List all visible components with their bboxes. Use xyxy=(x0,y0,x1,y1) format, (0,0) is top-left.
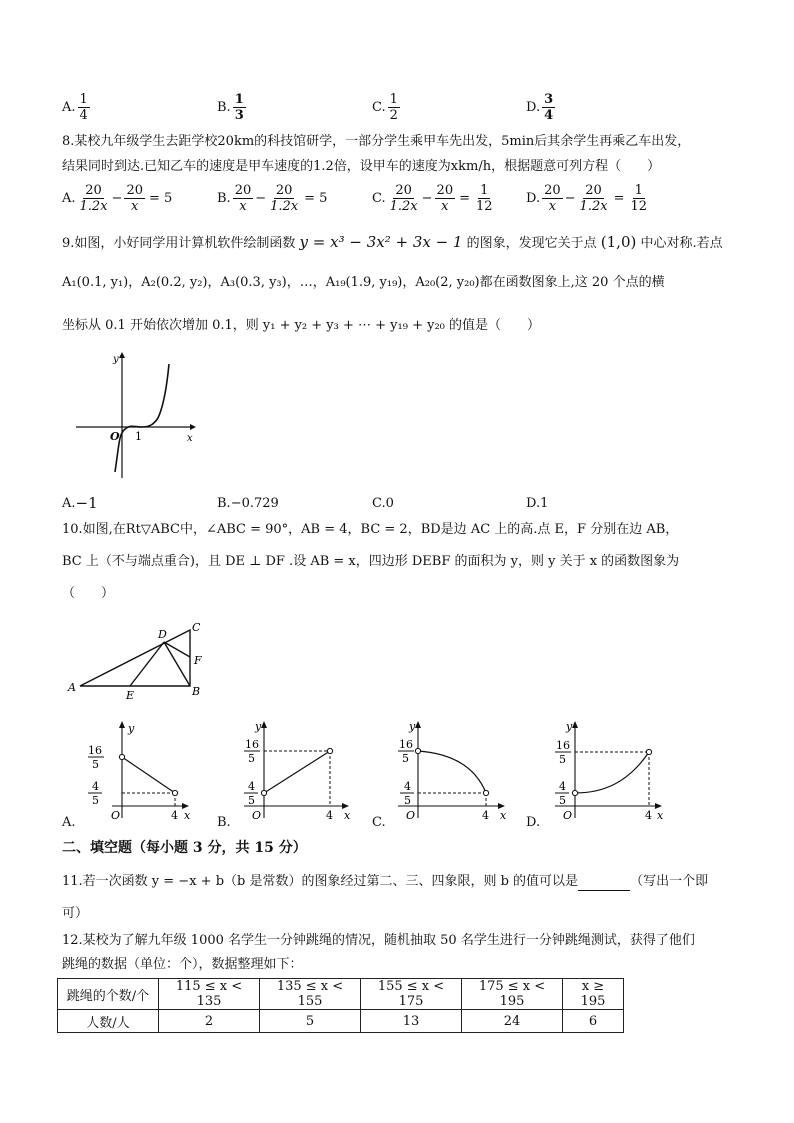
option-label: B. xyxy=(217,496,231,511)
x-tick-1: 1 xyxy=(135,430,142,443)
numerator: 1 xyxy=(634,183,643,198)
option-value: −0.729 xyxy=(230,496,279,511)
denominator: x xyxy=(239,199,247,214)
denominator: x xyxy=(548,199,557,214)
origin-label: O xyxy=(111,809,121,822)
option-label: D. xyxy=(526,191,541,206)
option-label: A. xyxy=(62,495,76,511)
fraction xyxy=(578,183,610,214)
option-value: 0 xyxy=(385,496,394,511)
point-c-label: C xyxy=(192,621,201,634)
q9-option-b xyxy=(217,496,279,511)
minus-sign: − xyxy=(111,191,123,206)
point-b-label: B xyxy=(192,685,201,698)
y-axis-label: y xyxy=(128,722,135,735)
table-cell: 24 xyxy=(462,1010,563,1033)
q10-option-a-label: A. xyxy=(62,815,76,830)
option-label: C. xyxy=(372,191,386,206)
triangle-figure xyxy=(64,620,214,700)
table-cell: 5 xyxy=(260,1010,361,1033)
rhs: = 5 xyxy=(149,191,173,206)
numerator: 1 xyxy=(79,92,88,107)
table-header-cell: 135 ≤ x < 155 xyxy=(260,979,361,1010)
x-axis-label: x xyxy=(187,433,193,444)
y-axis-label: y xyxy=(409,720,416,733)
q10-graph-b xyxy=(240,718,355,828)
y-top-denominator: 5 xyxy=(559,753,566,766)
origin-label: O xyxy=(406,809,416,822)
point-f-label: F xyxy=(194,654,202,667)
y-bot-numerator: 4 xyxy=(92,780,99,793)
numerator: 1 xyxy=(389,92,398,107)
minus-sign: − xyxy=(564,191,576,206)
q9-option-c xyxy=(372,496,394,511)
q7-option-c xyxy=(372,92,402,123)
x-axis-label: x xyxy=(657,809,664,822)
x-axis-label: x xyxy=(344,809,351,822)
y-bot-numerator: 4 xyxy=(248,780,255,793)
q11-text-line2: 可） xyxy=(62,906,89,921)
numerator: 20 xyxy=(275,183,293,198)
fraction xyxy=(233,92,246,123)
numerator: 20 xyxy=(544,183,561,198)
option-label: C. xyxy=(372,496,386,511)
y-top-denominator: 5 xyxy=(402,752,409,765)
denominator: 1.2x xyxy=(389,199,418,214)
q9-mid: 的图象，发现它关于点 xyxy=(466,236,597,251)
y-top-denominator: 5 xyxy=(92,758,99,771)
denominator: 3 xyxy=(234,108,244,123)
x-tick-4: 4 xyxy=(326,809,333,822)
table-header-row xyxy=(58,979,624,1010)
fraction xyxy=(233,183,254,214)
x-axis-label: x xyxy=(500,809,507,822)
option-label: D. xyxy=(526,100,541,115)
symmetry-point: (1,0) xyxy=(600,233,637,251)
numerator: 20 xyxy=(126,183,143,198)
option-label: C. xyxy=(372,100,386,115)
option-label: A. xyxy=(62,100,76,115)
q10-text-line1: 10.如图,在Rt▽ABC中，∠ABC = 90°，AB = 4，BC = 2，BD是边 AC 上的高.点 E，F 分别在边 AB， xyxy=(62,522,679,537)
q9-text-line3: 坐标从 0.1 开始依次增加 0.1，则 y₁ + y₂ + y₃ + ⋯ + y₁₉ + y₂₀ 的值是（ ） xyxy=(62,318,540,333)
point-e-label: E xyxy=(126,689,135,700)
q8-option-c: C. $\frac{20}{1.2x}$ − $\frac{20}{x}$ = $\frac{1}{12}$ xyxy=(372,183,493,214)
cubic-function-graph xyxy=(72,350,197,482)
fraction xyxy=(628,183,649,214)
y-bot-denominator: 5 xyxy=(559,794,566,807)
fraction xyxy=(435,183,456,214)
q9-option-d xyxy=(526,496,548,511)
y-bot-denominator: 5 xyxy=(248,794,255,807)
fraction xyxy=(78,92,90,123)
table-cell: 6 xyxy=(563,1010,624,1033)
q10-graph-c xyxy=(396,718,511,828)
x-tick-4: 4 xyxy=(482,809,489,822)
denominator: 4 xyxy=(544,108,554,123)
point-d-label: D xyxy=(158,628,167,641)
y-bot-numerator: 4 xyxy=(559,780,566,793)
y-axis-label: y xyxy=(113,354,119,365)
q8-text-line1: 8.某校九年级学生去距学校20km的科技馆研学，一部分学生乘甲车先出发，5min后其余学生再乘乙车出发， xyxy=(62,134,691,149)
q10-option-b-label: B. xyxy=(217,815,231,830)
q10-text-line3: （ ） xyxy=(62,586,115,601)
q12-text-line1: 12.某校为了解九年级 1000 名学生一分钟跳绳的情况，随机抽取 50 名学生进行一分钟跳绳测试，获得了他们 xyxy=(62,933,695,948)
q11-question: 11.若一次函数 y = −x + b（b 是常数）的图象经过第二、三、四象限，则 b 的值可以是 xyxy=(62,874,579,889)
q7-option-d xyxy=(526,92,557,123)
answer-blank[interactable] xyxy=(578,876,630,891)
q10-option-c-label: C. xyxy=(372,815,386,830)
q10-graph-a xyxy=(84,718,194,828)
q7-option-a xyxy=(62,92,92,123)
fraction xyxy=(78,183,110,214)
y-axis-label: y xyxy=(255,720,262,733)
fraction xyxy=(124,183,145,214)
y-axis-label: y xyxy=(566,720,573,733)
numerator: 3 xyxy=(544,92,554,107)
option-value: −1 xyxy=(75,494,98,512)
option-label: B. xyxy=(217,100,231,115)
numerator: 1 xyxy=(234,92,244,107)
q9-option-a xyxy=(62,494,98,512)
y-top-numerator: 16 xyxy=(556,739,570,752)
x-tick-4: 4 xyxy=(171,809,178,822)
numerator: 20 xyxy=(585,183,602,198)
fraction xyxy=(474,183,495,214)
y-top-numerator: 16 xyxy=(245,738,259,751)
y-top-numerator: 16 xyxy=(399,738,413,751)
minus-sign: − xyxy=(421,191,433,206)
y-bot-numerator: 4 xyxy=(404,780,411,793)
point-a-label: A xyxy=(68,681,76,694)
fraction xyxy=(268,183,300,214)
q12-text-line2: 跳绳的数据（单位：个），数据整理如下： xyxy=(62,957,303,972)
fraction xyxy=(388,183,420,214)
fraction xyxy=(542,183,563,214)
x-axis-label: x xyxy=(184,809,191,822)
option-label: D. xyxy=(526,496,541,511)
table-header-cell: 175 ≤ x < 195 xyxy=(462,979,563,1010)
table-cell: 人数/人 xyxy=(58,1010,159,1033)
y-top-numerator: 16 xyxy=(88,744,102,757)
numerator: 20 xyxy=(395,183,412,198)
option-value: 1 xyxy=(540,496,549,511)
q10-text-line2: BC 上（不与端点重合)，且 DE ⊥ DF .设 AB = x，四边形 DEBF 的面积为 y，则 y 关于 x 的函数图象为 xyxy=(62,554,680,569)
rhs: = 5 xyxy=(304,191,328,206)
jump-rope-table xyxy=(57,978,624,1033)
option-label: B. xyxy=(217,191,231,206)
q8-option-d: D. $\frac{20}{x}$ − $\frac{20}{1.2x}$ = $\frac{1}{12}$ xyxy=(526,183,648,214)
denominator: 4 xyxy=(79,108,88,123)
minus-sign: − xyxy=(255,191,267,206)
q10-option-d-label: D. xyxy=(526,815,541,830)
origin-label: O xyxy=(252,809,262,822)
table-header-cell: 115 ≤ x < 135 xyxy=(159,979,260,1010)
y-top-denominator: 5 xyxy=(248,752,255,765)
denominator: 1.2x xyxy=(579,199,608,214)
table-row xyxy=(58,1010,624,1033)
table-header-cell: 155 ≤ x < 175 xyxy=(361,979,462,1010)
table-header-cell: x ≥ 195 xyxy=(563,979,624,1010)
q9-intro: 9.如图，小好同学用计算机软件绘制函数 xyxy=(62,236,296,251)
fraction xyxy=(388,92,400,123)
numerator: 20 xyxy=(85,183,102,198)
numerator: 20 xyxy=(436,183,454,198)
denominator: 2 xyxy=(389,108,398,123)
q9-text-line2: A₁(0.1, y₁)，A₂(0.2, y₂)，A₃(0.3, y₃)，…，A₁₉(1.9, y₁₉)，A₂₀(2, y₂₀)都在函数图象上,这 20 个点的横 xyxy=(62,275,665,290)
x-tick-4: 4 xyxy=(645,809,652,822)
denominator: 1.2x xyxy=(79,199,108,214)
fraction xyxy=(542,92,555,123)
denominator: x xyxy=(131,199,139,214)
option-label: A. xyxy=(62,191,76,206)
y-bot-denominator: 5 xyxy=(92,794,99,807)
denominator: 1.2x xyxy=(270,199,299,214)
numerator: 1 xyxy=(480,183,489,198)
origin-label: O xyxy=(563,809,573,822)
q11-text-line1 xyxy=(62,873,708,891)
q9-text-line1 xyxy=(62,233,723,253)
q7-option-b xyxy=(217,92,248,123)
section-title-fill-in: 二、填空题（每小题 3 分，共 15 分） xyxy=(62,840,307,856)
q8-text-line2: 结果同时到达.已知乙车的速度是甲车速度的1.2倍，设甲车的速度为xkm/h，根据题意可列方程（ ） xyxy=(62,159,661,174)
q10-graph-d xyxy=(553,718,668,828)
q8-option-b xyxy=(217,183,329,214)
denominator: 12 xyxy=(476,199,493,214)
table-cell: 2 xyxy=(159,1010,260,1033)
q9-end: 中心对称.若点 xyxy=(640,236,723,251)
table-cell: 13 xyxy=(361,1010,462,1033)
table-header-cell: 跳绳的个数/个 xyxy=(58,979,159,1010)
function-expression: y = x³ − 3x² + 3x − 1 xyxy=(299,233,463,251)
y-bot-denominator: 5 xyxy=(404,794,411,807)
q11-instruction: （写出一个即 xyxy=(630,874,709,889)
denominator: x xyxy=(441,199,449,214)
denominator: 12 xyxy=(630,199,648,214)
numerator: 20 xyxy=(234,183,252,198)
q8-option-a xyxy=(62,183,174,214)
origin-label: O xyxy=(110,430,120,443)
